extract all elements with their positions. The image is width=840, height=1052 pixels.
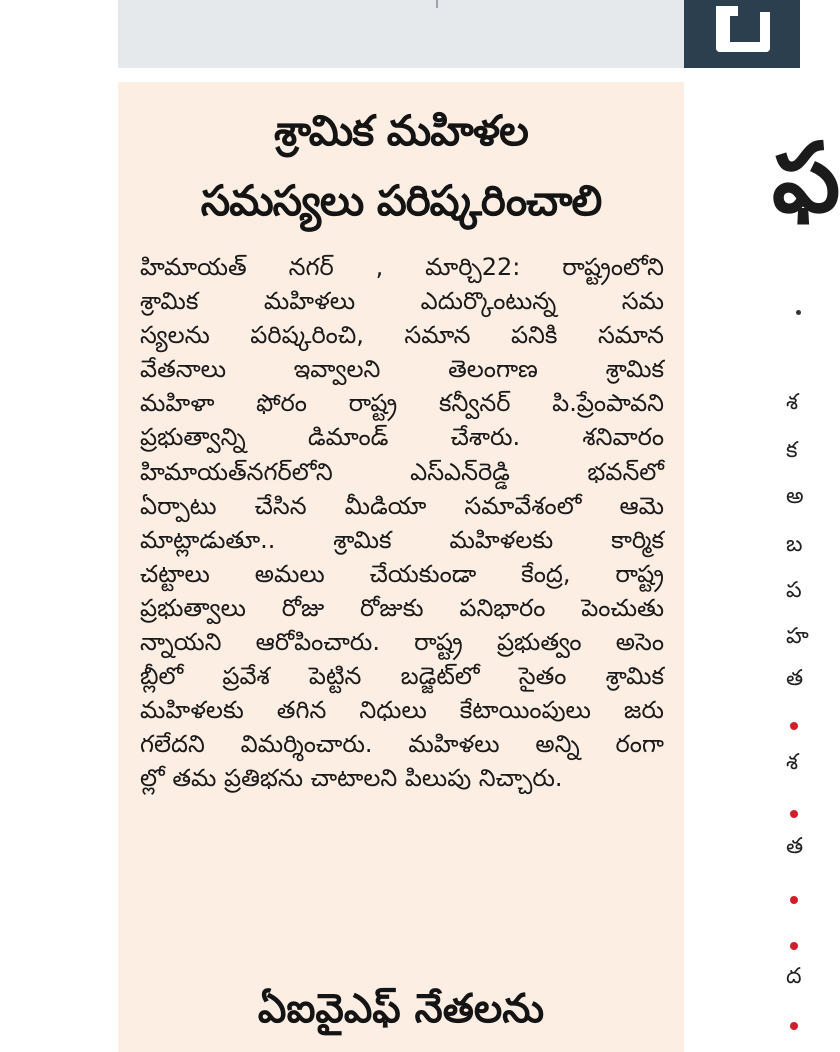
adjacent-text-fragment: ప xyxy=(786,578,802,603)
body-line: న్నాయని ఆరోపించారు. రాష్ట్ర ప్రభుత్వం అసెం xyxy=(140,628,664,657)
article-headline-line2: సమస్యలు పరిష్కరించాలి xyxy=(200,176,602,225)
previous-article-strip xyxy=(118,0,684,68)
body-line: ప్రభుత్వాలు రోజు రోజుకు పనిభారం పెంచుతు xyxy=(140,593,664,622)
article-body xyxy=(140,250,664,796)
adjacent-text-fragment: హ xyxy=(786,624,809,649)
bullet-icon xyxy=(790,810,798,818)
next-article-headline: ఏఐవైఎఫ్ నేతలను xyxy=(257,986,545,1032)
news-article xyxy=(118,82,684,1052)
body-line: స్యలను పరిష్కరించి, సమాన పనికి సమాన xyxy=(140,321,664,350)
bullet-icon xyxy=(790,722,798,730)
adjacent-text-fragment: త xyxy=(786,834,804,859)
adjacent-column xyxy=(750,82,840,1052)
adjacent-text-fragment: త xyxy=(786,666,804,691)
body-line: మాట్లాడుతూ.. శ్రామిక మహిళలకు కార్మిక xyxy=(140,525,664,554)
body-line: మహిళా ఫోరం రాష్ట్ర కన్వీనర్ పి.ప్రేంపావని xyxy=(140,389,664,418)
body-line: చట్టాలు అమలు చేయకుండా కేంద్ర, రాష్ట్ర xyxy=(140,559,664,588)
body-line: ఏర్పాటు చేసిన మీడియా సమావేశంలో ఆమె xyxy=(140,491,664,520)
body-line: వేతనాలు ఇవ్వాలని తెలంగాణ శ్రామిక xyxy=(140,355,664,384)
body-line: శ్రామిక మహిళలు ఎదుర్కొంటున్న సమ xyxy=(140,287,664,316)
body-line: గలేదని విమర్శించారు. మహిళలు అన్ని రంగా xyxy=(140,730,664,759)
bullet-icon xyxy=(790,942,798,950)
adjacent-text-fragment: శ xyxy=(786,390,799,415)
adjacent-headline-glyph: ఫ xyxy=(772,122,840,234)
adjacent-text-fragment: శ xyxy=(786,750,799,775)
body-line: ప్రభుత్వాన్ని డిమాండ్ చేశారు. శనివారం xyxy=(140,423,664,452)
adjacent-text-fragment: అ xyxy=(786,484,804,509)
adjacent-text-fragment: క xyxy=(786,438,798,463)
adjacent-dot xyxy=(796,310,801,315)
strip-mark xyxy=(436,0,438,8)
body-line: హిమాయత్ నగర్ , మార్చి22: రాష్ట్రంలోని xyxy=(140,253,664,281)
bullet-icon xyxy=(790,896,798,904)
section-header-block xyxy=(684,0,800,68)
body-line: హిమాయత్‌నగర్‌లోని ఎస్ఎన్‌రెడ్డి భవన్‌లో xyxy=(140,457,664,486)
adjacent-text-fragment: ద xyxy=(786,964,802,989)
body-line: ల్లో తమ ప్రతిభను చాటాలని పిలుపు నిచ్చారు. xyxy=(140,764,563,793)
body-line: బ్లీలో ప్రవేశ పెట్టిన బడ్జెట్‌లో సైతం శ్రామిక xyxy=(140,662,664,691)
body-line: మహిళలకు తగిన నిధులు కేటాయింపులు జరు xyxy=(140,696,664,725)
article-headline-line1: శ్రామిక మహిళల xyxy=(274,106,528,155)
header-glyph xyxy=(716,12,770,52)
adjacent-text-fragment: బ xyxy=(786,532,803,557)
bullet-icon xyxy=(790,1022,798,1030)
